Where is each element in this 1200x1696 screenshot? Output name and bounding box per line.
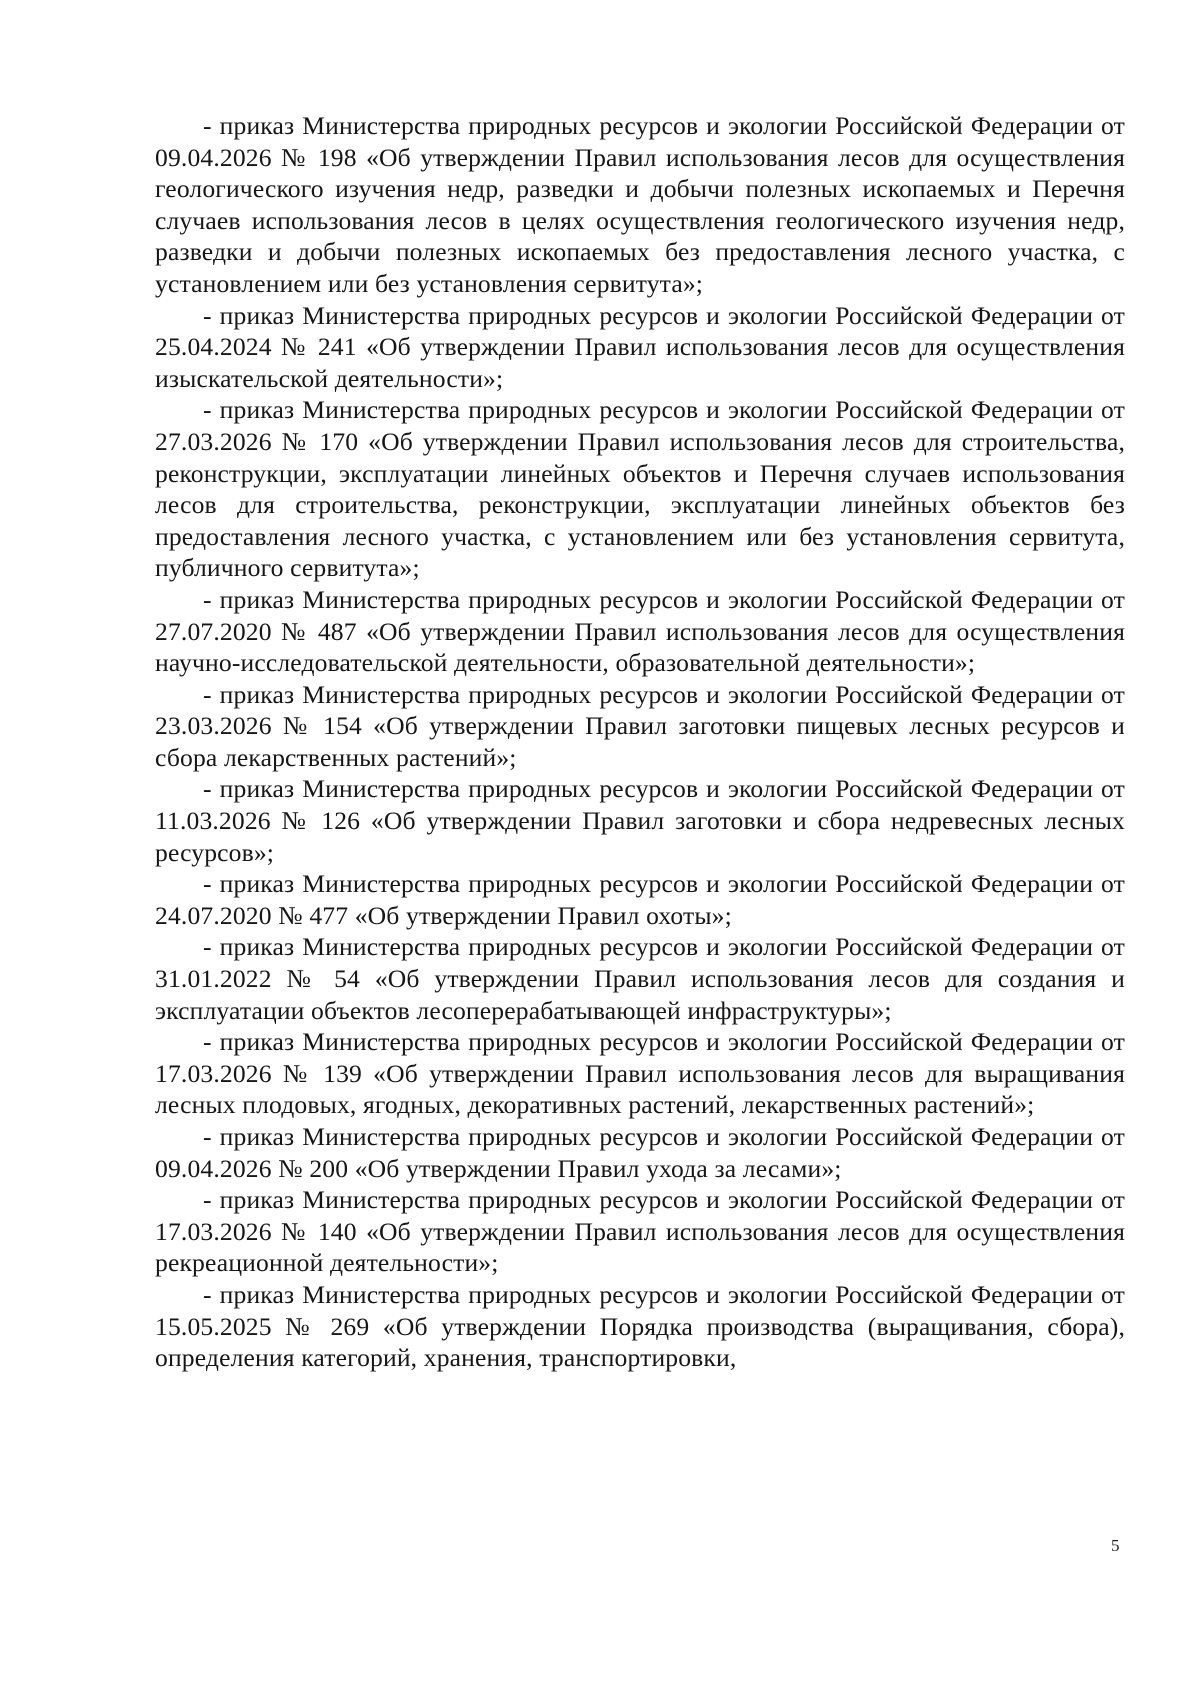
list-item: - приказ Министерства природных ресурсов и экологии Российской Федерации от 17.03.2026 № 140 «Об утверждении Правил использования лесов для осуществления рекреационной деятельности»; — [155, 1185, 1125, 1278]
page-number: 5 — [1111, 1536, 1120, 1555]
list-item: - приказ Министерства природных ресурсов и экологии Российской Федерации от 17.03.2026 № 139 «Об утверждении Правил использования лесов для выращивания лесных плодовых, ягодных, декоративных растений, лекарственных растений»; — [155, 1027, 1125, 1120]
list-item: - приказ Министерства природных ресурсов и экологии Российской Федерации от 31.01.2022 № 54 «Об утверждении Правил использования лесов для создания и эксплуатации объектов лесоперерабатывающей инфраструктуры»; — [155, 932, 1125, 1025]
list-item: - приказ Министерства природных ресурсов и экологии Российской Федерации от 23.03.2026 № 154 «Об утверждении Правил заготовки пищевых лесных ресурсов и сбора лекарственных растений»; — [155, 679, 1125, 772]
list-item: - приказ Министерства природных ресурсов и экологии Российской Федерации от 09.04.2026 № 200 «Об утверждении Правил ухода за лесами»; — [155, 1122, 1125, 1183]
document-body — [155, 110, 1125, 1374]
list-item: - приказ Министерства природных ресурсов и экологии Российской Федерации от 09.04.2026 № 198 «Об утверждении Правил использования лесов для осуществления геологического изучения недр, разведки и добычи полезных ископаемых и Перечня случаев использования лесов в целях осуществления геологического изучения недр, разведки и добычи полезных ископаемых без предоставления лесного участка, с установлением или без установления сервитута»; — [155, 111, 1125, 298]
list-item: - приказ Министерства природных ресурсов и экологии Российской Федерации от 15.05.2025 № 269 «Об утверждении Порядка производства (выращивания, сбора), определения категорий, хранения, транспортировки, — [155, 1279, 1125, 1373]
list-item: - приказ Министерства природных ресурсов и экологии Российской Федерации от 11.03.2026 № 126 «Об утверждении Правил заготовки и сбора недревесных лесных ресурсов»; — [155, 774, 1125, 867]
list-item: - приказ Министерства природных ресурсов и экологии Российской Федерации от 27.07.2020 № 487 «Об утверждении Правил использования лесов для осуществления научно-исследовательской деятельности, образовательной деятельности»; — [155, 584, 1125, 678]
list-item: - приказ Министерства природных ресурсов и экологии Российской Федерации от 27.03.2026 № 170 «Об утверждении Правил использования лесов для строительства, реконструкции, эксплуатации линейных объектов и Перечня случаев использования лесов для строительства, реконструкции, эксплуатации линейных объектов без предоставления лесного участка, с установлением или без установления сервитута, публичного сервитута»; — [155, 395, 1125, 583]
list-item: - приказ Министерства природных ресурсов и экологии Российской Федерации от 24.07.2020 № 477 «Об утверждении Правил охоты»; — [155, 869, 1125, 930]
list-item: - приказ Министерства природных ресурсов и экологии Российской Федерации от 25.04.2024 № 241 «Об утверждении Правил использования лесов для осуществления изыскательской деятельности»; — [155, 300, 1125, 393]
